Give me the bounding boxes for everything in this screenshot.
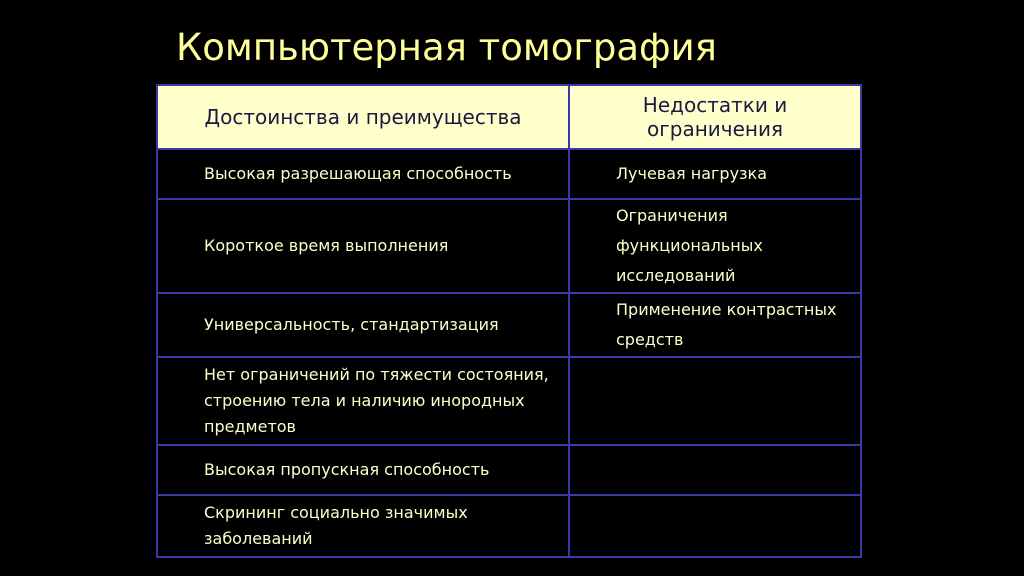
advantage-cell: Высокая разрешающая способность xyxy=(157,149,569,199)
advantage-cell: Короткое время выполнения xyxy=(157,199,569,293)
advantage-text: Скрининг социально значимых заболеваний xyxy=(204,503,468,548)
disadvantage-cell xyxy=(569,293,861,357)
advantage-cell: Высокая пропускная способность xyxy=(157,445,569,495)
header-disadvantages xyxy=(569,85,861,149)
disadvantage-cell xyxy=(569,495,861,557)
comparison-table xyxy=(156,84,862,558)
header-disadvantages-label: Недостатки и ограничения xyxy=(642,93,788,141)
advantage-cell xyxy=(157,357,569,445)
table-row xyxy=(157,445,861,495)
header-advantages: Достоинства и преимущества xyxy=(157,85,569,149)
disadvantage-cell: Лучевая нагрузка xyxy=(569,149,861,199)
slide-title: Компьютерная томография xyxy=(176,26,717,69)
advantage-text: Нет ограничений по тяжести состояния, строению тела и наличию инородных предметов xyxy=(204,365,549,436)
table-row xyxy=(157,495,861,557)
table-header-row xyxy=(157,85,861,149)
disadvantage-cell xyxy=(569,357,861,445)
disadvantage-text: Ограничения функциональных исследований xyxy=(616,206,763,285)
disadvantage-cell xyxy=(569,445,861,495)
table-row xyxy=(157,149,861,199)
advantage-cell: Универсальность, стандартизация xyxy=(157,293,569,357)
table-row xyxy=(157,293,861,357)
table-row xyxy=(157,199,861,293)
advantage-cell xyxy=(157,495,569,557)
table-row xyxy=(157,357,861,445)
disadvantage-cell xyxy=(569,199,861,293)
disadvantage-text: Применение контрастных средств xyxy=(616,300,837,349)
